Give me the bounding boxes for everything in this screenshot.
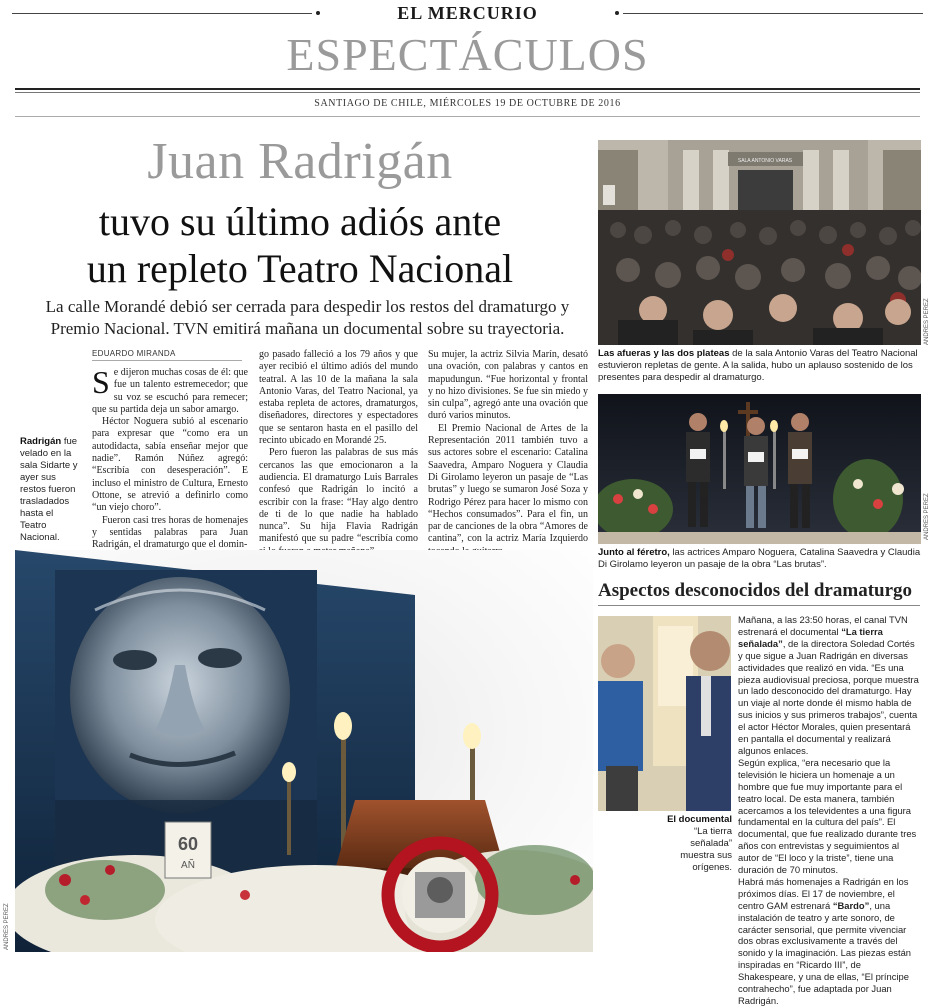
dateline-rule — [15, 116, 920, 117]
documentary-scene-image — [598, 616, 731, 811]
sidebar-p1-title: “La tierra señalada” — [738, 625, 883, 649]
wreath-sub: AÑ — [181, 860, 195, 871]
main-funeral-photo — [15, 550, 593, 952]
main-photo-credit: ANDRES PEREZ — [4, 903, 10, 950]
documentary-caption-text: “La tierra señalada” muestra sus orígenes. — [680, 826, 732, 873]
sidebar-p1-a: Mañana, a las 23:50 horas, el canal TVN estrenará el documental — [738, 614, 908, 637]
crowd-scene-image — [598, 140, 921, 345]
article-column-1 — [92, 364, 248, 551]
main-caption-text: fue velado en la sala Sidarte y ayer sus restos fueron trasladados hasta el Teatro Nacional. — [20, 436, 78, 543]
crowd-caption-bold: Las afueras y las dos plateas — [598, 348, 730, 359]
sidebar-p3-title: “Bardo” — [832, 899, 870, 911]
sidebar-paragraph-3 — [738, 876, 921, 1007]
masthead: EL MERCURIO — [397, 3, 538, 23]
sidebar-title-rule — [598, 605, 920, 606]
col1-paragraph-2: Héctor Noguera subió al escenario para expresar que “como era un autodidacta, sabía enseñar mejor que nadie”. Ramón Núñez agregó: “Escribía con desesperación”. E incluso el ministro de Cultura, Ernesto Ottone, se atrevió a definirlo como “un viejo choro”. — [92, 416, 248, 514]
sidebar-p3-a: Habrá más homenajes a Radrigán en los próximos días. El 17 de noviembre, el centro GAM estrenará — [738, 875, 909, 911]
col2-paragraph-1: go pasado falleció a los 79 años y que ayer recibió el último adiós del mundo teatral. A las 10 de la mañana la sala Antonio Varas, del Teatro Nacional, ya estaba repleta de actores, dramaturgos, diseñadores, directores y espectadores que se sentaron hasta en el pasillo del recinto ubicado en Morandé 25. — [259, 349, 418, 447]
sidebar-text — [738, 614, 921, 1007]
crowd-caption-text: de la sala Antonio Varas del Teatro Nacional estuvieron repletas de gente. A la salida, hubo un aplauso sostenido de los presentes para despedir al dramaturgo. — [598, 348, 918, 383]
documentary-photo — [598, 616, 731, 811]
stage-scene-image — [598, 394, 921, 544]
crowd-caption — [598, 348, 922, 384]
funeral-scene-image — [15, 550, 593, 952]
col1-paragraph-3: Fueron casi tres horas de homenajes y sentidas palabras para Juan Radrigán, el dramaturgo que el domin- — [92, 514, 248, 551]
main-photo-caption — [20, 436, 82, 544]
stage-caption-text: las actrices Amparo Noguera, Catalina Saavedra y Claudia Di Girolamo leyeron un pasaje de la obra “Las brutas”. — [598, 547, 921, 570]
headline-line-2: un repleto Teatro Nacional — [86, 246, 514, 291]
sidebar-p3-c: , una instalación de teatro y arte sonoro, de carácter sensorial, que permite vivenciar dos obras exclusivamente a través del sonido y la imaginación. Las piezas están inspiradas en “Ricardo III”, de Shakespeare, y una de ellas, “El príncipe contrahecho”, fue adaptada por Juan Radrigán. — [738, 899, 912, 1006]
sidebar-p1-c: , de la directora Soledad Cortés y que sigue a Juan Radrigán en diversas actividades que realizó en vida. “Es una pieza audiovisual preciosa, porque muestra un lado desconocido del dramaturgo. Hay un viaje al norte donde él mismo habla de sus inicios y sus primeros trabajos”, cuenta el actor Héctor Morales, quien presentará en pantalla el documental y realizará algunos enlaces. — [738, 637, 919, 756]
drop-cap: S — [92, 364, 110, 400]
col1-paragraph-1: e dijeron muchas cosas de él: que fue un talento estremecedor; que su voz se escuchó para remecer; que su partida deja un sabor amargo. — [92, 367, 248, 415]
stage-caption-bold: Junto al féretro, — [598, 547, 670, 558]
sidebar-title: Aspectos desconocidos del dramaturgo — [598, 580, 913, 601]
article-deck: La calle Morandé debió ser cerrada para despedir los restos del dramaturgo y Premio Nacional. TVN emitirá mañana un documental sobre su trayectoria. — [45, 297, 570, 338]
byline: EDUARDO MIRANDA — [92, 349, 242, 361]
theater-banner: SALA ANTONIO VARAS — [737, 158, 793, 164]
section-title: ESPECTÁCULOS — [286, 29, 649, 80]
col3-paragraph-2: El Premio Nacional de Artes de la Representación 2011 también tuvo a sus actores sobre el escenario: Catalina Saavedra, Amparo Noguera y Claudia Di Girolamo leyeron un pasaje de “Las brutas” y luego se sumaron José Soza y Rodrigo Pérez para hacer lo mismo con “Hechos consumados”. Para el fin, un par de canciones de la obra “Amores de cantina”, con la actriz María Izquierdo — [428, 422, 588, 545]
sidebar-paragraph-1 — [738, 614, 921, 757]
documentary-caption — [660, 814, 732, 874]
dateline: SANTIAGO DE CHILE, MIÉRCOLES 19 DE OCTUBRE DE 2016 — [314, 98, 621, 109]
header-dot-right — [615, 11, 619, 15]
header-rule-thin — [15, 92, 920, 93]
stage-photo — [598, 394, 921, 544]
header-rule-right — [623, 13, 923, 14]
stage-caption — [598, 547, 922, 571]
stage-photo-credit: ANDRES PEREZ — [924, 493, 930, 540]
header-rule-thick — [15, 88, 920, 90]
col3-paragraph-1: Su mujer, la actriz Silvia Marín, desató una ovación, con palabras y cantos en mapudungun. “Fue horizontal y frontal y no hizo divisiones. Se fue sin miedo y sin culpa”, agregó ante una ovación que duró varios minutos. — [428, 349, 588, 422]
documentary-caption-bold: El documental — [667, 814, 732, 825]
sidebar-paragraph-2: Según explica, “era necesario que la televisión le hiciera un homenaje a un hombre que fue muy importante para el teatro local. De esta manera, también acercamos a los televidentes a una figura fundamental en la cultura del país”. El documental, que fue realizado durante tres años con entrevistas y seguimientos al autor de “El loco y la triste”, tiene una duración de 70 minutos. — [738, 756, 917, 876]
article-column-2 — [259, 349, 418, 558]
headline-kicker: Juan Radrigán — [147, 133, 453, 190]
crowd-photo — [598, 140, 921, 345]
wreath-number: 60 — [177, 834, 199, 854]
col2-paragraph-2: Pero fueron las palabras de sus más cercanos las que emocionaron a la audiencia. El dramaturgo Luis Barrales confesó que Radrigán lo incitó a escribir con la frase: “Hay algo dentro de ti de lo que nadie ha hablado nunca”. Su hija Flavia Radrigán manifestó que su padre “escribía como — [259, 447, 418, 545]
crowd-photo-credit: ANDRES PEREZ — [924, 298, 930, 345]
main-caption-bold: Radrigán — [20, 436, 62, 447]
headline-line-1: tuvo su último adiós ante — [98, 199, 502, 244]
